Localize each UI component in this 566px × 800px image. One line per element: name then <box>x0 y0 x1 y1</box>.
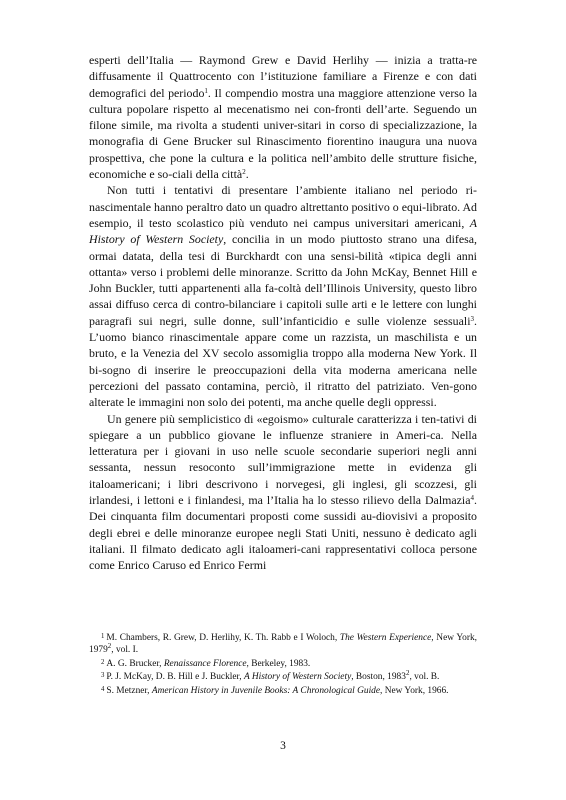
footnote-number: 3 <box>101 672 105 680</box>
footnote-2 <box>89 657 477 670</box>
footnote-number: 2 <box>101 658 105 666</box>
paragraph-2: Non tutti i tentativi di presentare l’ambiente italiano nel periodo ri-nascimentale hanno peraltro dato un quadro altrettanto positivo o equi-librato. Ad esempio, il testo scolastico più venduto nei campus universitari americani, A History of Western Society, concilia in un modo piuttosto strano una difesa, ormai datata, della tesi di Burckhardt con una sensi-bilità «tipica degli anni ottanta» verso i problemi delle minoranze. Scritto da John McKay, Bennet Hill e John Buckler, tutti appartenenti alla fa-coltà dell’Illinois University, questo libro assai diffuso cerca di contro-bilanciare i capitoli sulle arti e le lettere con lunghi paragrafi sui negri, sulle donne, sull’infanticidio e sulle violenze sessuali$^3$. L’uomo bianco rinascimentale appare come un razzista, un maschilista e un bruto, e la Venezia del XV secolo assomiglia troppo alla moderna New York. Il bi-sogno di inserire le preoccupazioni della vita moderna americana nelle percezioni del passato contamina, perciò, il ritratto del patriziato. Ven-gono alterate le immagini non solo dei potenti, ma anche quelle degli oppressi. <box>89 183 478 410</box>
footnote-text: M. Chambers, R. Grew, D. Herlihy, K. Th. Rabb e I Woloch, The Western Experience, New York, 1979$^2$, vol. I. <box>89 633 477 656</box>
footnote-3 <box>89 670 477 683</box>
footnote-number: 4 <box>101 685 105 693</box>
paragraph-3: Un genere più semplicistico di «egoismo» culturale caratterizza i ten-tativi di spiegare a un pubblico giovane le influenze straniere in Ameri-ca. Nella letteratura per i giovani in uso nelle scuole secondarie superiori negli anni sessanta, nessun resoconto sull’immigrazione mette in evidenza gli italoamericani; i libri descrivono i norvegesi, gli inglesi, gli scozzesi, gli irlandesi, i lettoni e i finlandesi, ma l’Italia ha lo stesso rilievo della Dalmazia$^4$. Dei cinquanta film documentari proposti come sussidi au-diovisivi a proposito degli ebrei e delle minoranze europee negli Stati Uniti, nessuno è dedicato agli italiani. Il filmato dedicato agli italoameri-cani rappresentativi colloca persone come Enrico Caruso ed Enrico Fermi <box>89 411 477 573</box>
footnote-text: S. Metzner, American History in Juvenile Books: A Chronological Guide, New York, 1966. <box>106 685 449 696</box>
footnote-number: 1 <box>101 633 105 640</box>
footnote-text: A. G. Brucker, Renaissance Florence, Berkeley, 1983. <box>106 658 311 669</box>
page-number: 3 <box>280 740 286 752</box>
footnote-text: P. J. McKay, D. B. Hill e J. Buckler, A History of Western Society, Boston, 1983$^2$, vol. B. <box>106 669 440 683</box>
footnote-1 <box>89 631 477 657</box>
footnote-4 <box>89 684 477 697</box>
main-text <box>89 52 477 574</box>
paragraph-1: esperti dell’Italia — Raymond Grew e David Herlihy — inizia a tratta-re diffusamente il Quattrocento con l’istituzione familiare a Firenze e con dati demografici del periodo$^1$. Il compendio mostra una maggiore attenzione verso la cultura popolare rispetto al mecenatismo nei con-fronti dell’arte. Seguendo un filone simile, ma rivolta a studenti univer-sitari in corso di specializzazione, la monografia di Gene Brucker sul Rinascimento fiorentino inaugura una nuova prospettiva, che pone la cultura e la politica nell’ambito delle strutture fisiche, economiche e so-ciali della città$^2$. <box>89 53 477 182</box>
footnotes <box>89 631 477 697</box>
